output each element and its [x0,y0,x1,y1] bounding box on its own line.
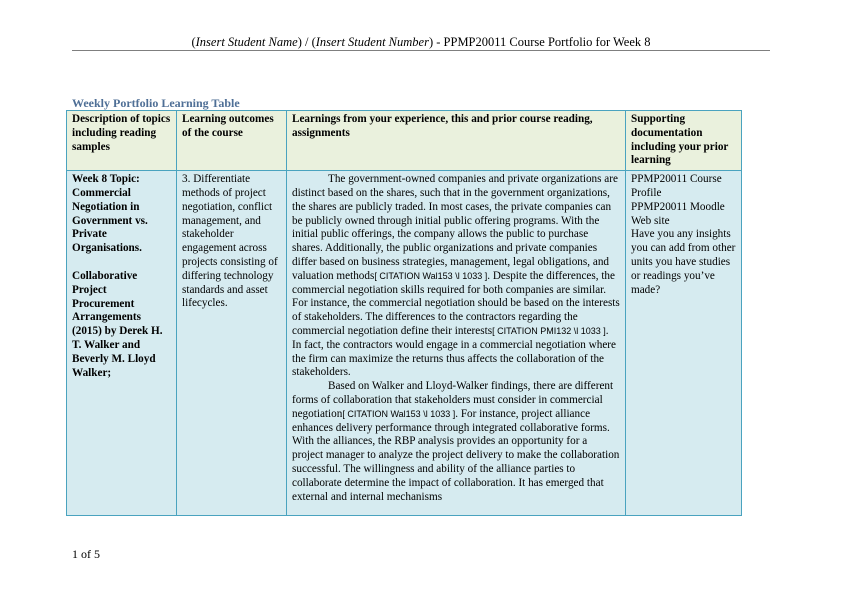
support-doc-2: PPMP20011 Moodle Web site [631,200,725,227]
citation-field[interactable]: [ CITATION Wal153 \l 1033 ] [342,408,456,419]
column-header-outcomes: Learning outcomes of the course [177,111,287,171]
topic-title: Week 8 Topic: Commercial Negotiation in Government vs. Private Organisations. [72,173,148,255]
learnings-paragraph-2: Based on Walker and Lloyd-Walker findings, there are different forms of collaboration that stakeholders must consider in commercial negotiation[ CITATION Wal153 \l 1033 ]. For instance, project alliance enhances delivery performance through integrated collaborative forms. With the alliances, the RBP analysis provides an opportunity for a project manager to analyze the project delivery to make the collaboration successful. The willingness and ability of the alliance parties to collaborate determine the impact of collaboration. It has emerged that external and internal mechanisms [292,380,620,503]
header-title: - PPMP20011 Course Portfolio for Week 8 [433,35,651,49]
citation-field[interactable]: [ CITATION Wal153 \l 1033 ] [374,270,488,281]
outcome-cell[interactable] [177,171,287,516]
learnings-cell[interactable] [287,171,626,516]
table-header-row [67,111,742,171]
documentation-cell[interactable] [626,171,742,516]
column-header-documentation: Supporting documentation including your prior learning [626,111,742,171]
citation-field[interactable]: [ CITATION PMI132 \l 1033 ] [492,325,606,336]
topic-cell[interactable] [67,171,177,516]
portfolio-table [66,110,742,516]
support-prompt: Have you any insights you can add from other units you have studies or readings you’ve made? [631,228,736,296]
header-divider [72,50,770,51]
student-name-placeholder: Insert Student Name [195,35,298,49]
table-title: Weekly Portfolio Learning Table [72,96,240,110]
column-header-learnings: Learnings from your experience, this and prior course reading, assignments [287,111,626,171]
page-header: (Insert Student Name) / (Insert Student Number) - PPMP20011 Course Portfolio for Week 8 [191,35,651,49]
reading-sample: Collaborative Project Procurement Arrangements (2015) by Derek H. T. Walker and Beverly M. Lloyd Walker; [72,269,163,379]
learning-outcome: 3. Differentiate methods of project negotiation, conflict management, and stakeholder engagement across projects consisting of differing technology standards and asset lifecycles. [182,173,278,310]
student-number-placeholder: Insert Student Number [315,35,429,49]
support-doc-1: PPMP20011 Course Profile [631,173,722,199]
column-header-description: Description of topics including reading samples [67,111,177,171]
page-number: 1 of 5 [72,547,100,561]
table-row [67,171,742,516]
learnings-paragraph-1: The government-owned companies and private organizations are distinct based on the shares, such that in the government organizations, the shares are publicly traded. In most cases, the private companies can be publicly owned through initial public offering programs. With the initial public offerings, the company allows the public to purchase shares. Additionally, the public organizations and private companies differ based on business strategies, management, legal obligations, and valuation methods[ CITATION Wal153 \l 1033 ]. Despite the differences, the commercial negotiation skills required for both companies are similar. For instance, the commercial negotiation should be based on the interests of stakeholders. The differences to the contractors regarding the commercial negotiation define their interests[ CITATION PMI132 \l 1033 ]. In fact, the contractors would engage in a commercial negotiation where the firm can maximize the returns thus affects the collaboration of the stakeholders. [292,173,620,379]
